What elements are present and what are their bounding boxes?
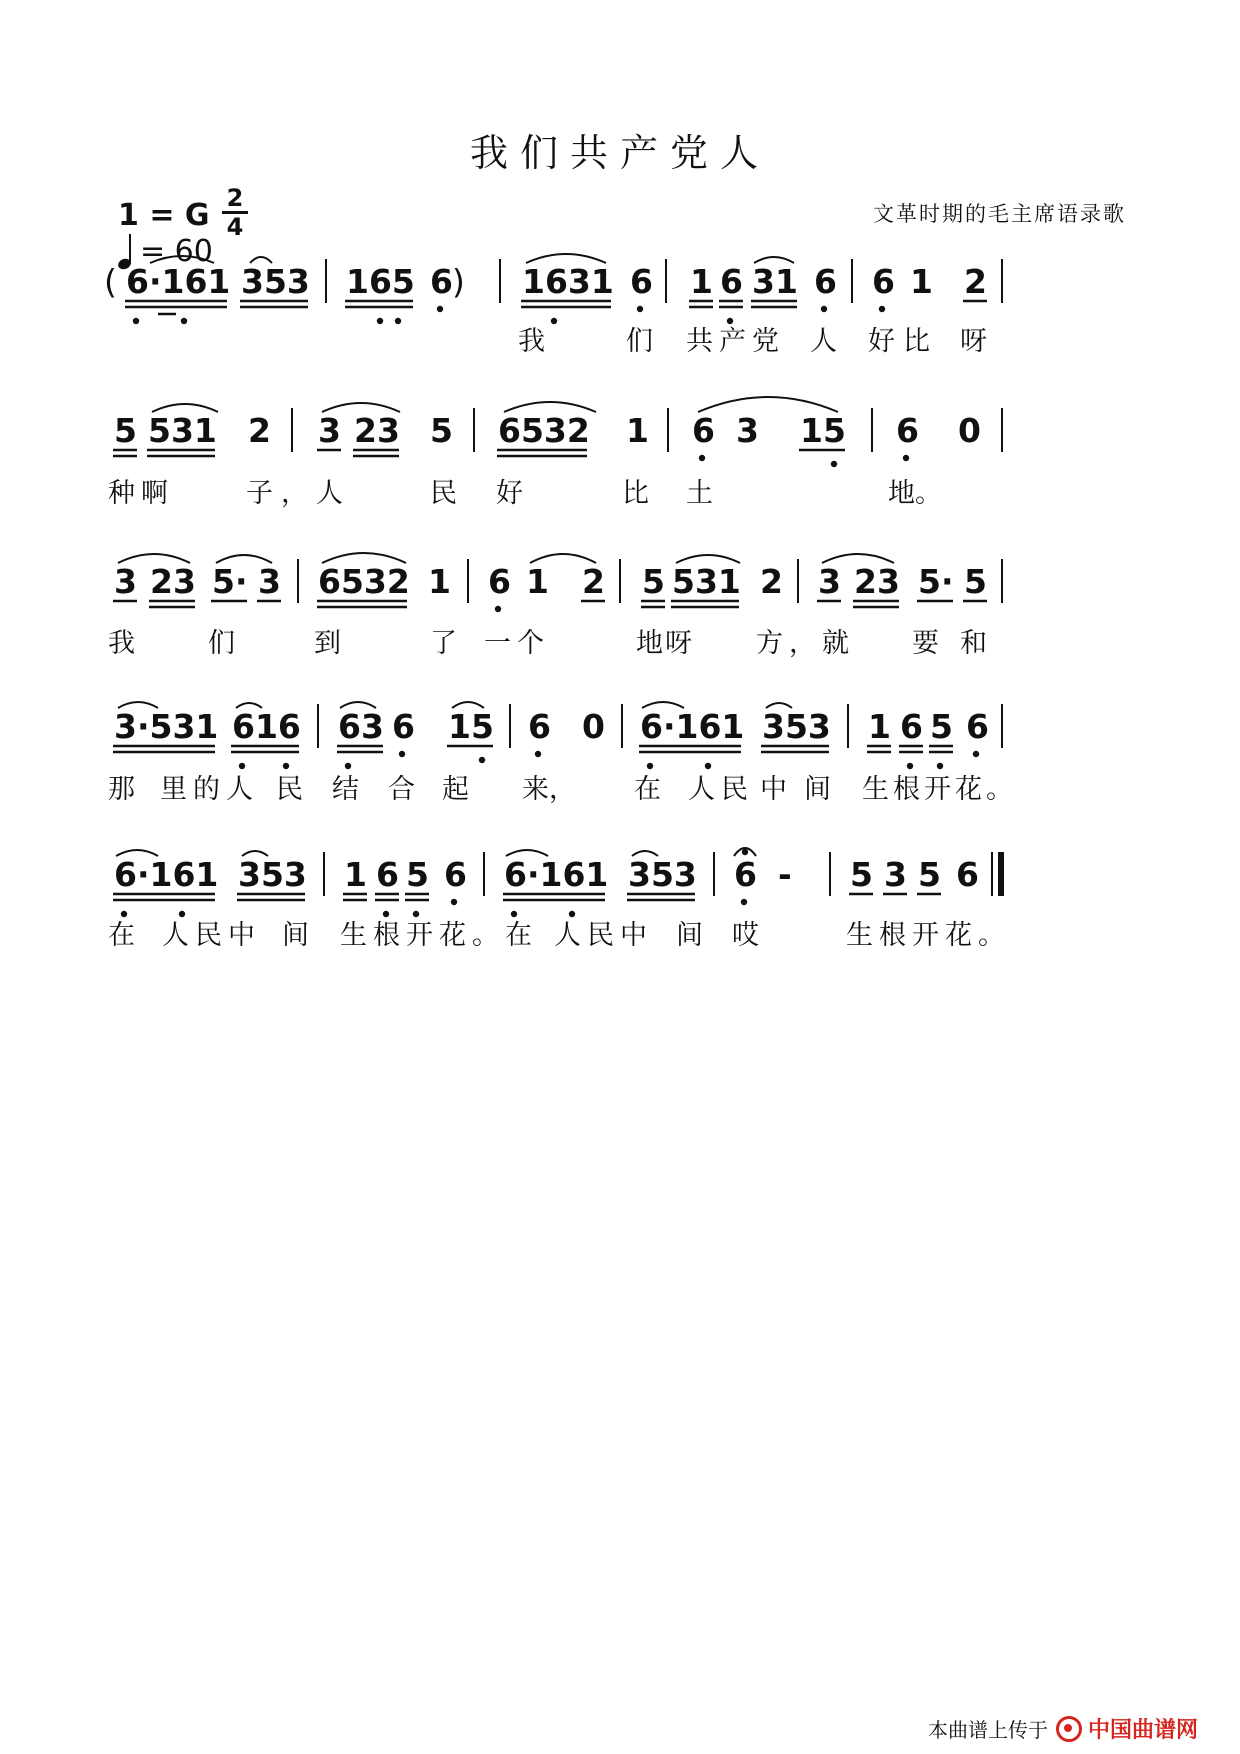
key-signature: 1 = G <box>118 198 210 233</box>
footer <box>928 1713 1198 1744</box>
time-signature <box>222 186 248 239</box>
lyric: 在 <box>108 920 135 951</box>
lyric: 子，人 <box>246 478 351 509</box>
low-octave-dot <box>451 899 457 905</box>
lyric: 地。 <box>888 478 942 509</box>
low-octave-dot <box>133 318 139 324</box>
note-group: 23 <box>150 562 196 601</box>
note-group: 1 <box>428 562 451 601</box>
note-group: 6 <box>630 262 653 301</box>
note-group: 6532 <box>318 562 410 601</box>
note-group: 353 <box>628 855 697 894</box>
note-group: 1 <box>626 411 649 450</box>
note-group: 2 <box>582 562 605 601</box>
note-group: 6 <box>900 707 923 746</box>
lyric: 呀 <box>960 326 987 357</box>
note-group: 1 <box>910 262 933 301</box>
note-group: 5· <box>918 562 954 601</box>
low-octave-dot <box>879 306 885 312</box>
note-group: 3 <box>884 855 907 894</box>
lyric: 我 <box>518 326 545 357</box>
note-group: 5 <box>406 855 429 894</box>
note-group: 3·531 <box>114 707 219 746</box>
low-octave-dot <box>569 911 575 917</box>
lyric: 人民中 <box>554 920 653 951</box>
note-group: 0 <box>582 707 605 746</box>
low-octave-dot <box>283 763 289 769</box>
low-octave-dot <box>413 911 419 917</box>
lyric: 人民 <box>688 774 754 805</box>
lyric: 间 <box>804 774 831 805</box>
note-group: 1 <box>344 855 367 894</box>
note-group: 5 <box>918 855 941 894</box>
note-group: 5 <box>642 562 665 601</box>
low-octave-dot <box>741 899 747 905</box>
note-group: 531 <box>672 562 741 601</box>
lyric: 方，就 <box>756 628 855 659</box>
note-group: 15 <box>448 707 494 746</box>
lyric: 好比 <box>868 326 938 357</box>
low-octave-dot <box>907 763 913 769</box>
lyric: 们 <box>626 326 653 357</box>
note-group: 3 <box>318 411 341 450</box>
low-octave-dot <box>727 318 733 324</box>
lyric: 生根开花。 <box>846 920 1011 951</box>
note-group: 6 <box>430 262 453 301</box>
note-group: 2 <box>760 562 783 601</box>
note-group: 6 <box>814 262 837 301</box>
slur <box>698 397 838 412</box>
lyric: 合 <box>388 774 415 805</box>
open-paren: ( <box>104 262 117 301</box>
note-group: - <box>778 855 792 894</box>
low-octave-dot <box>903 455 909 461</box>
note-group: 23 <box>354 411 400 450</box>
low-octave-dot <box>345 763 351 769</box>
note-group: 6·161 <box>114 855 219 894</box>
note-group: 1631 <box>522 262 614 301</box>
note-group: 6 <box>956 855 979 894</box>
low-octave-dot <box>699 455 705 461</box>
note-group: 6·161 <box>640 707 745 746</box>
note-group: 63 <box>338 707 384 746</box>
note-group: 6 <box>896 411 919 450</box>
lyric: 来， <box>522 774 576 805</box>
fermata-dot <box>742 849 748 855</box>
low-octave-dot <box>637 306 643 312</box>
lyric: 种啊 <box>108 478 174 509</box>
lyric: 到 <box>314 628 341 659</box>
lyric: 起 <box>442 774 469 805</box>
low-octave-dot <box>831 461 837 467</box>
note-group: 6 <box>966 707 989 746</box>
time-signature-denominator: 4 <box>226 213 244 241</box>
note-group: 5 <box>850 855 873 894</box>
lyric: 中 <box>760 774 787 805</box>
note-group: 6·161 <box>504 855 609 894</box>
song-title: 我们共产党人 <box>469 131 770 175</box>
note-group: 2 <box>964 262 987 301</box>
lyric: 我 <box>108 628 135 659</box>
low-octave-dot <box>821 306 827 312</box>
note-group: 6 <box>734 855 757 894</box>
low-octave-dot <box>551 318 557 324</box>
low-octave-dot <box>647 763 653 769</box>
low-octave-dot <box>705 763 711 769</box>
lyric: 共产党 <box>686 326 785 357</box>
note-group: 0 <box>958 411 981 450</box>
lyric: 间 <box>282 920 309 951</box>
lyric: 民 <box>276 774 303 805</box>
note-group: 6 <box>444 855 467 894</box>
note-group: 6 <box>528 707 551 746</box>
lyric: 地呀 <box>636 628 694 659</box>
low-octave-dot <box>437 306 443 312</box>
lyric: 生根开花。在 <box>340 920 538 951</box>
lyric: 哎 <box>732 920 759 951</box>
note-group: 15 <box>800 411 846 450</box>
note-group: 1 <box>526 562 549 601</box>
note-group: 6 <box>392 707 415 746</box>
low-octave-dot <box>179 911 185 917</box>
low-octave-dot <box>383 911 389 917</box>
note-group: 3 <box>736 411 759 450</box>
note-group: 23 <box>854 562 900 601</box>
low-octave-dot <box>121 911 127 917</box>
note-group: 2 <box>248 411 271 450</box>
note-group: 5 <box>964 562 987 601</box>
low-octave-dot <box>535 751 541 757</box>
low-octave-dot <box>395 318 401 324</box>
note-group: 1 <box>868 707 891 746</box>
note-group: 6 <box>872 262 895 301</box>
lyric: 了 <box>430 628 457 659</box>
close-paren: ) <box>452 262 465 301</box>
lyric: 结 <box>332 774 359 805</box>
note-group: 5 <box>930 707 953 746</box>
note-group: 31 <box>752 262 798 301</box>
low-octave-dot <box>181 318 187 324</box>
note-group: 353 <box>238 855 307 894</box>
lyric: 们 <box>208 628 235 659</box>
footer-text: 本曲谱上传于 <box>928 1718 1048 1742</box>
lyric: 土 <box>686 478 713 509</box>
low-octave-dot <box>937 763 943 769</box>
lyric: 要 <box>912 628 939 659</box>
low-octave-dot <box>511 911 517 917</box>
lyric: 比 <box>622 478 649 509</box>
low-octave-dot <box>495 606 501 612</box>
lyric: 那 <box>108 774 135 805</box>
note-group: 5 <box>430 411 453 450</box>
low-octave-dot <box>377 318 383 324</box>
footer-site: 中国曲谱网 <box>1088 1718 1199 1743</box>
note-group: 531 <box>148 411 217 450</box>
low-octave-dot <box>973 751 979 757</box>
score-svg <box>0 250 1240 1350</box>
low-octave-dot <box>479 757 485 763</box>
note-group: 353 <box>241 262 310 301</box>
note-group: 3 <box>114 562 137 601</box>
lyric: 间 <box>676 920 703 951</box>
time-signature-numerator: 2 <box>222 186 248 214</box>
lyric: 里的人 <box>160 774 259 805</box>
note-group: 6 <box>376 855 399 894</box>
lyric: 在 <box>634 774 661 805</box>
note-group: 6 <box>692 411 715 450</box>
lyric: 生根开花。 <box>862 774 1017 805</box>
site-logo-icon <box>1056 1716 1082 1742</box>
low-octave-dot <box>239 763 245 769</box>
note-group: 3 <box>818 562 841 601</box>
low-octave-dot <box>399 751 405 757</box>
lyric: 人 <box>810 326 837 357</box>
note-group: 165 <box>346 262 415 301</box>
song-subtitle: 文革时期的毛主席语录歌 <box>873 202 1126 226</box>
note-group: 1 <box>690 262 713 301</box>
tempo-value: = 60 <box>140 234 213 269</box>
lyric: 和 <box>960 628 987 659</box>
lyric: 一个 <box>484 628 550 659</box>
lyric: 人民中 <box>162 920 261 951</box>
note-group: 6 <box>720 262 743 301</box>
note-group: 6532 <box>498 411 590 450</box>
note-group: 5· <box>212 562 248 601</box>
note-group: 6·161 <box>126 262 231 301</box>
note-group: 3 <box>258 562 281 601</box>
lyric: 民 <box>430 478 457 509</box>
lyric: 好 <box>496 478 523 509</box>
note-group: 5 <box>114 411 137 450</box>
note-group: 353 <box>762 707 831 746</box>
note-group: 6 <box>488 562 511 601</box>
note-group: 616 <box>232 707 301 746</box>
